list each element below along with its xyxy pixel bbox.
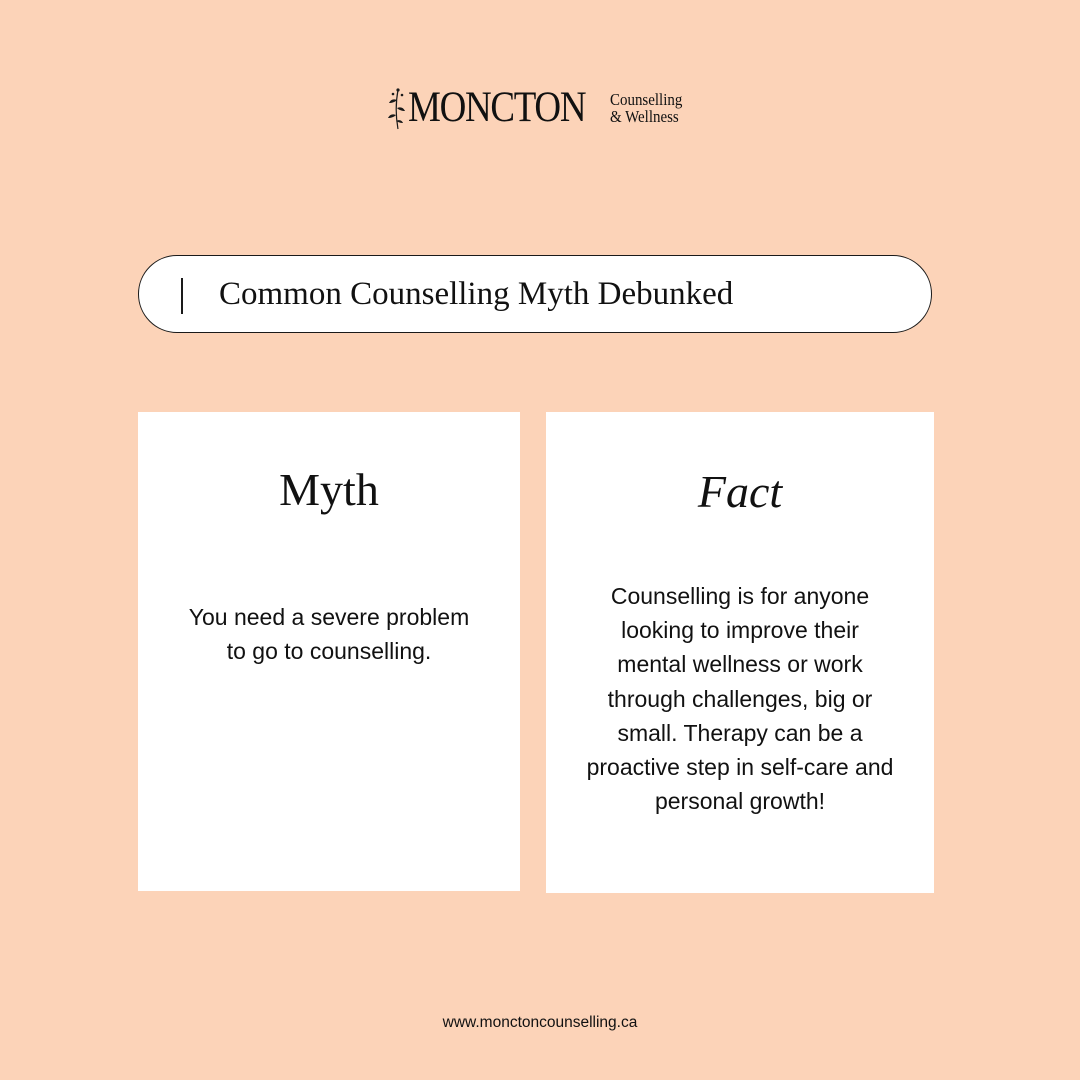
fact-heading: Fact: [697, 466, 783, 517]
myth-heading: Myth: [279, 464, 379, 515]
logo-subtitle: [610, 91, 682, 125]
banner-title: Common Counselling Myth Debunked: [219, 276, 734, 312]
flower-sprig-icon: [386, 86, 406, 130]
logo: [386, 84, 692, 132]
fact-card: [546, 412, 934, 893]
website-url: www.monctoncounselling.ca: [442, 1014, 638, 1031]
banner-divider: [181, 278, 183, 314]
logo-brand: MONCTON: [408, 84, 586, 131]
title-banner: [138, 255, 932, 333]
myth-text: You need a severe problem to go to counselling.: [188, 604, 470, 665]
logo-subtitle-line1: Counselling: [610, 90, 683, 109]
myth-card: [138, 412, 520, 891]
fact-text: Counselling is for anyone looking to improve their mental wellness or work through challenges, big or small. Therapy can be a proactive step in self-care and personal growth!: [586, 583, 894, 815]
logo-subtitle-line2: & Wellness: [610, 107, 679, 126]
